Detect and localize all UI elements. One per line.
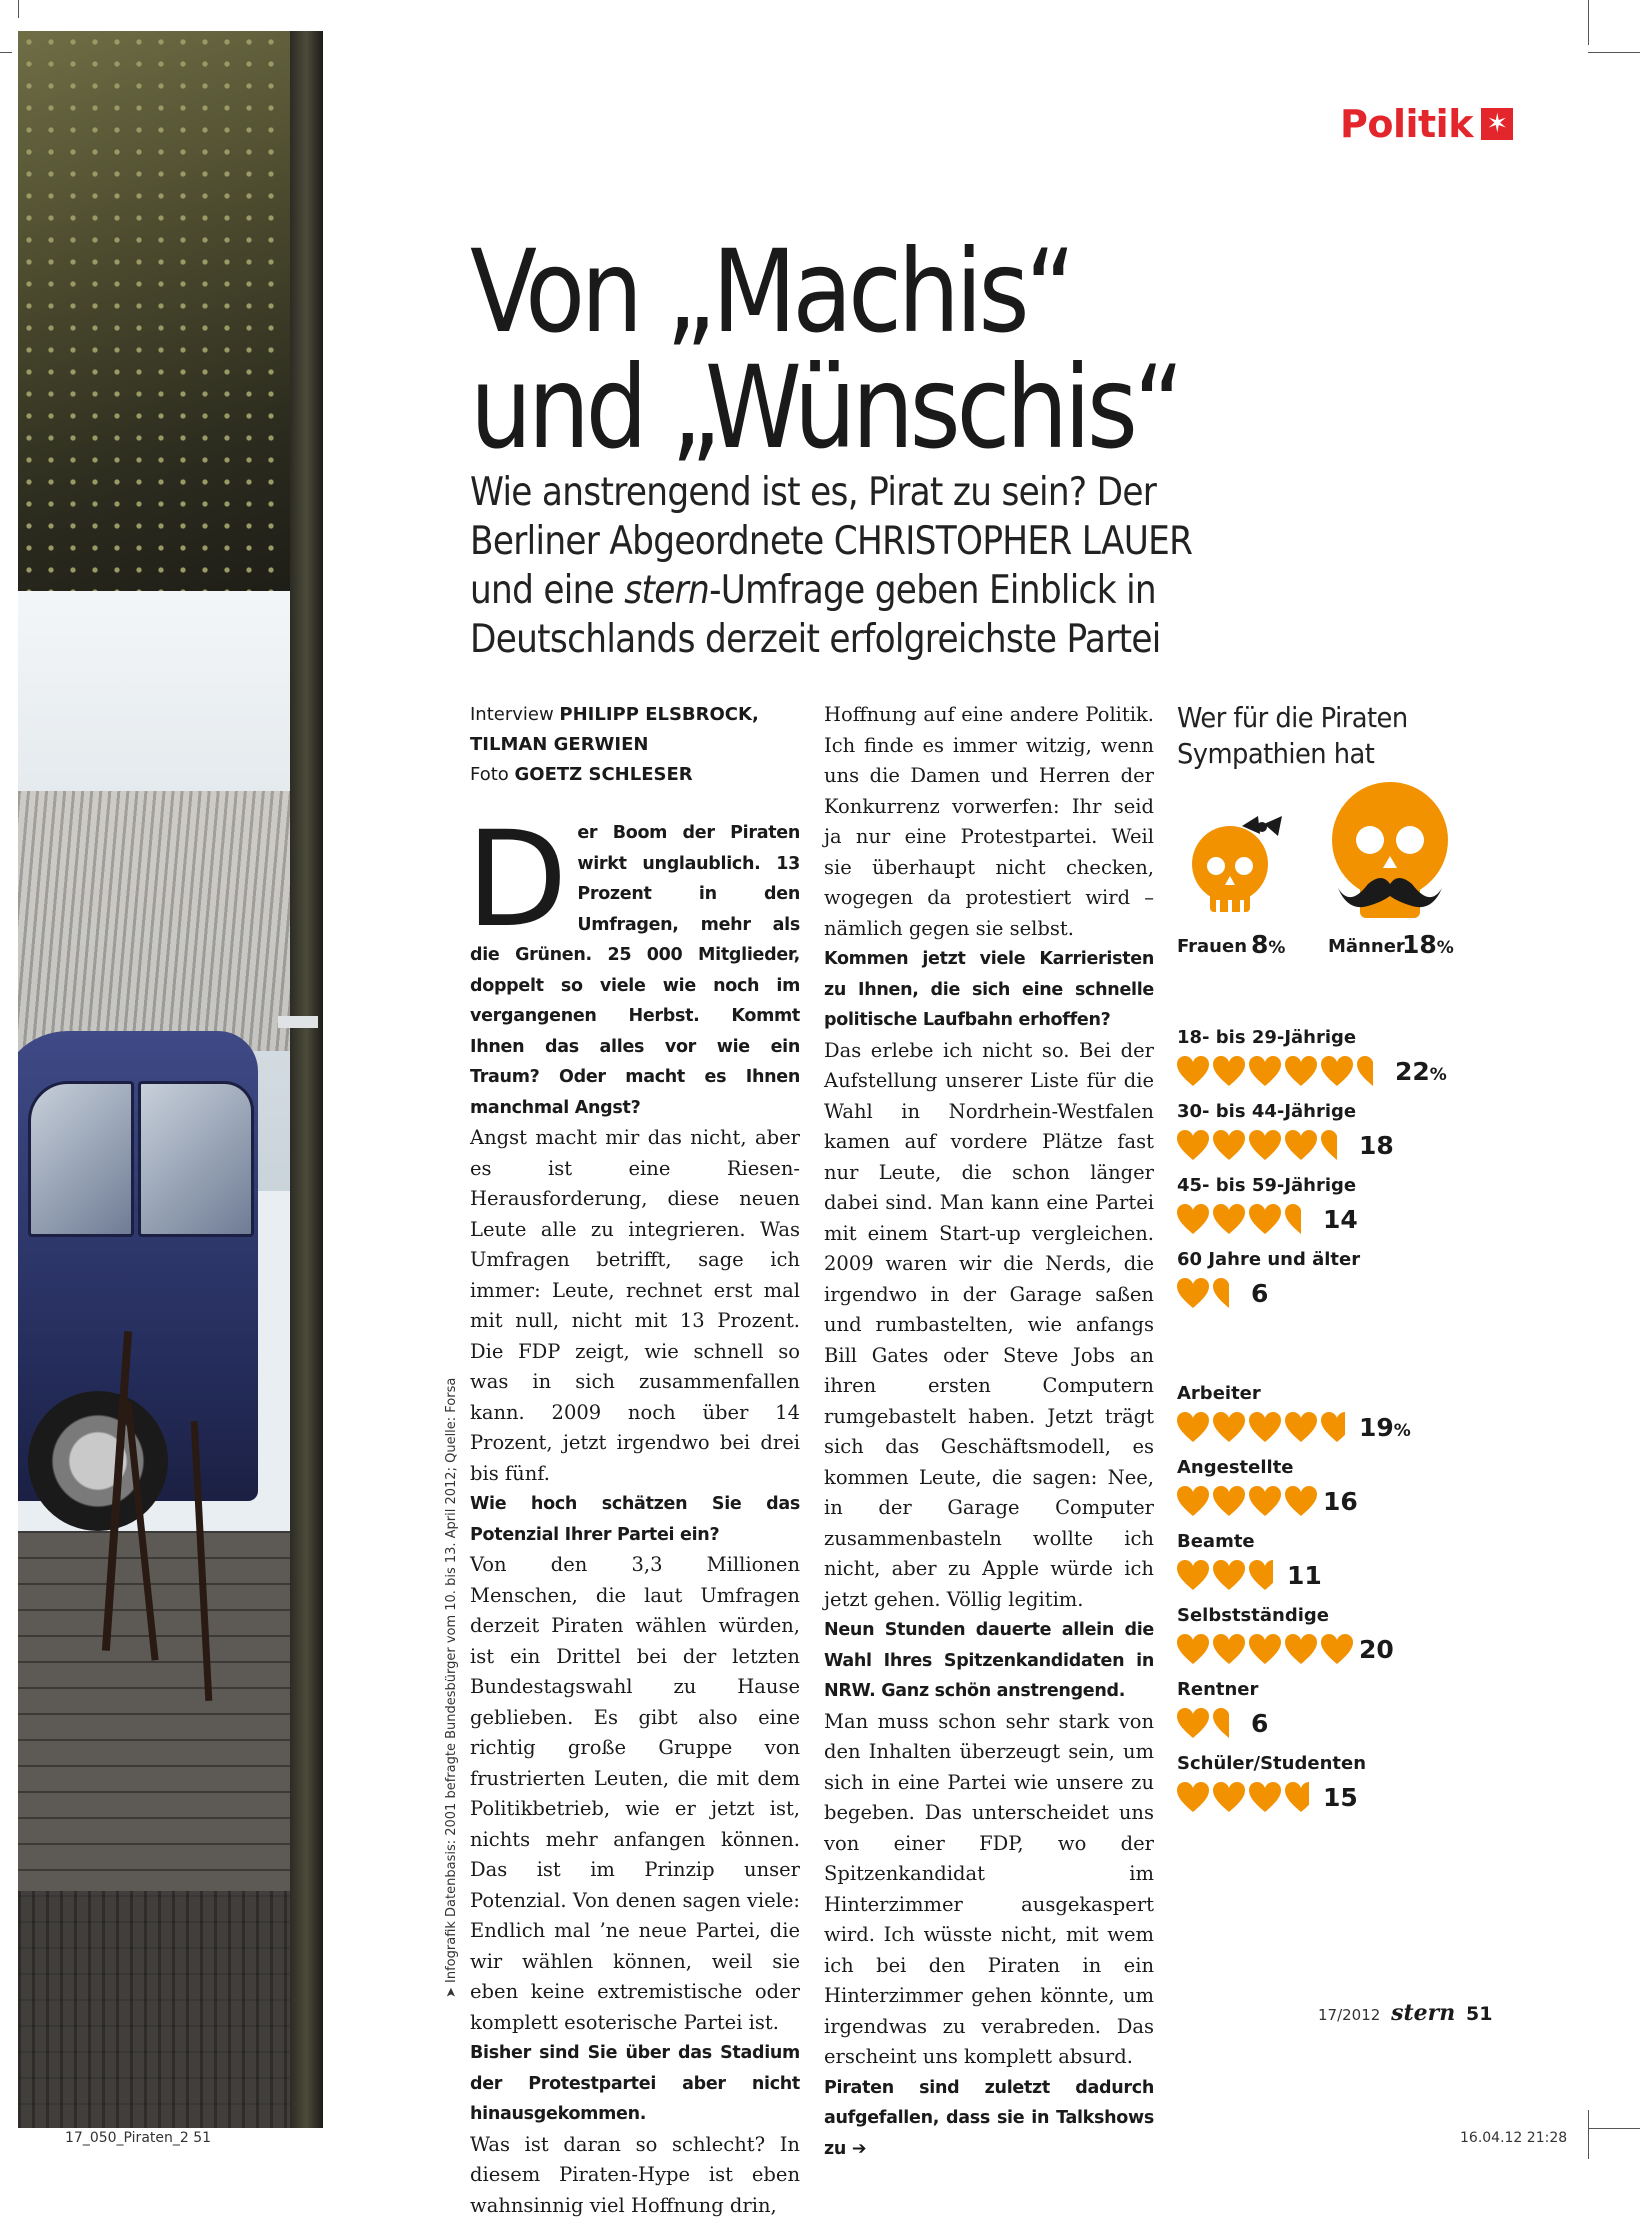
interview-question: Neun Stunden dauerte allein die Wahl Ihres Spitzenkandidaten in NRW. Ganz schön anstrengend. bbox=[824, 1615, 1154, 1707]
heart-icon bbox=[1213, 1056, 1245, 1086]
heart-bar bbox=[1177, 1410, 1361, 1442]
heart-icon bbox=[1249, 1634, 1281, 1664]
heart-icon bbox=[1249, 1130, 1281, 1160]
heart-icon bbox=[1177, 1056, 1209, 1086]
byline-interview-cont bbox=[470, 730, 800, 760]
dek-line: Wie anstrengend ist es, Pirat zu sein? Der bbox=[470, 468, 1262, 517]
source-text: ➤ Infografik Datenbasis: 2001 befragte Bundesbürger vom 10. bis 13. April 2012; Quelle: Forsa bbox=[444, 1378, 459, 1998]
stat-value bbox=[1359, 1635, 1394, 1664]
heart-icon bbox=[1177, 1486, 1209, 1516]
infographic-source bbox=[444, 1398, 472, 1998]
heart-bar bbox=[1177, 1558, 1289, 1590]
heart-partial-icon bbox=[1213, 1278, 1245, 1308]
stat-unit: % bbox=[1437, 938, 1454, 958]
stat-number: 18 bbox=[1359, 1131, 1394, 1160]
stat-unit: % bbox=[1430, 1065, 1447, 1085]
heart-icon bbox=[1249, 1204, 1281, 1234]
dek-line: Berliner Abgeordnete CHRISTOPHER LAUER bbox=[470, 517, 1262, 566]
interview-question: Kommen jetzt viele Karrieristen zu Ihnen, die sich eine schnelle politische Laufbahn erhoffen? bbox=[824, 944, 1154, 1036]
stat-number: 20 bbox=[1359, 1635, 1394, 1664]
stat-value bbox=[1251, 1279, 1268, 1308]
photo-street-sign bbox=[278, 1016, 318, 1028]
interview-answer: Von den 3,3 Millionen Menschen, die laut Umfragen derzeit Piraten wählen würden, ist ein Drittel bei der letzten Bundestagswahl zu Hause geblieben. Es gibt also eine richtig große Gruppe von frustrierten Leuten, die mit dem Politikbetrieb, wie er jetzt ist, nichts mehr anfangen können. Das ist im Prinzip unser Potenzial. Von denen sagen viele: Endlich mal ’ne neue Partei, die wir wählen können, weil sie eben keine extremistische oder komplett esoterische Partei ist. bbox=[470, 1550, 800, 2038]
occupation-label: Beamte bbox=[1177, 1531, 1255, 1552]
female-skull-icon bbox=[1180, 812, 1290, 922]
subheadline bbox=[470, 468, 1262, 664]
heart-icon bbox=[1213, 1560, 1245, 1590]
byline-photographer: GOETZ SCHLESER bbox=[515, 764, 693, 785]
stat-value bbox=[1359, 1131, 1394, 1160]
photo-cobblestones bbox=[18, 1891, 323, 2128]
heart-icon bbox=[1249, 1412, 1281, 1442]
dek-text: -Umfrage geben Einblick in bbox=[709, 568, 1156, 613]
heart-bar bbox=[1177, 1054, 1397, 1086]
infographic-title-line: Wer für die Piraten bbox=[1177, 700, 1408, 736]
page-footer bbox=[1318, 2000, 1492, 2026]
byline-interview bbox=[470, 700, 800, 730]
heart-bar bbox=[1177, 1484, 1325, 1516]
crop-mark bbox=[1588, 52, 1640, 53]
stat-value bbox=[1395, 1057, 1447, 1086]
heart-icon bbox=[1213, 1130, 1245, 1160]
question-text: er Boom der Piraten wirkt unglaublich. 13 Prozent in den Umfragen, mehr als die Grünen. 25 000 Mitglieder, doppelt so viele wie noch im vergangenen Herbst. Kommt Ihnen das alles vor wie ein Traum? Oder macht es Ihnen manchmal Angst? bbox=[470, 823, 800, 1118]
stat-value bbox=[1323, 1783, 1358, 1812]
section-label-text: Politik bbox=[1340, 102, 1473, 146]
occupation-label: Arbeiter bbox=[1177, 1383, 1261, 1404]
stat-unit: % bbox=[1394, 1421, 1411, 1441]
dek-line bbox=[470, 566, 1262, 615]
photo-bridge-truss bbox=[18, 31, 323, 591]
heart-icon bbox=[1321, 1056, 1353, 1086]
heart-icon bbox=[1285, 1056, 1317, 1086]
photo-van-window bbox=[138, 1081, 254, 1237]
article-column-1 bbox=[470, 818, 800, 2221]
heart-icon bbox=[1177, 1782, 1209, 1812]
photo-pillar bbox=[290, 31, 323, 2128]
heart-icon bbox=[1177, 1204, 1209, 1234]
stat-value bbox=[1359, 1413, 1411, 1442]
interview-question: Wie hoch schätzen Sie das Potenzial Ihrer Partei ein? bbox=[470, 1489, 800, 1550]
stat-number: 19 bbox=[1359, 1413, 1394, 1442]
dek-magazine-name: stern bbox=[624, 568, 709, 613]
stat-number: 6 bbox=[1251, 1709, 1268, 1738]
interview-answer: Man muss schon sehr stark von den Inhalten überzeugt sein, um sich in eine Partei wie unsere zu begeben. Das unterscheidet uns von einer FDP, wo der Spitzenkandidat im Hinterzimmer ausgekaspert wird. Ich wüsste nicht, mit wem ich bei den Piraten in ein Hinterzimmer gehen könnte, um irgendwas zu verabreden. Das erscheint uns komplett absurd. bbox=[824, 1707, 1154, 2073]
stat-value bbox=[1323, 1487, 1358, 1516]
stat-number: 22 bbox=[1395, 1057, 1430, 1086]
heart-partial-icon bbox=[1213, 1708, 1245, 1738]
stat-unit: % bbox=[1268, 938, 1285, 958]
byline-author: TILMAN GERWIEN bbox=[470, 734, 648, 755]
heart-icon bbox=[1249, 1782, 1281, 1812]
section-label bbox=[1340, 102, 1513, 146]
crop-mark bbox=[18, 0, 19, 18]
byline bbox=[470, 700, 800, 790]
age-group-label: 60 Jahre und älter bbox=[1177, 1249, 1360, 1270]
heart-icon bbox=[1285, 1130, 1317, 1160]
stat-number: 18 bbox=[1402, 930, 1437, 959]
occupation-label: Angestellte bbox=[1177, 1457, 1294, 1478]
heart-partial-icon bbox=[1321, 1130, 1353, 1160]
byline-photo bbox=[470, 760, 800, 790]
occupation-label: Selbstständige bbox=[1177, 1605, 1329, 1626]
male-skull-icon bbox=[1320, 778, 1460, 928]
age-group-label: 30- bis 44-Jährige bbox=[1177, 1101, 1356, 1122]
crop-mark bbox=[1588, 0, 1589, 45]
occupation-label: Rentner bbox=[1177, 1679, 1258, 1700]
heart-bar bbox=[1177, 1276, 1253, 1308]
heart-bar bbox=[1177, 1128, 1361, 1160]
print-slug-left: 17_050_Piraten_2 51 bbox=[65, 2130, 211, 2146]
infographic-title-line: Sympathien hat bbox=[1177, 736, 1408, 772]
heart-partial-icon bbox=[1357, 1056, 1389, 1086]
magazine-logo: stern bbox=[1391, 2000, 1455, 2026]
interview-question: Bisher sind Sie über das Stadium der Protestpartei aber nicht hinausgekommen. bbox=[470, 2038, 800, 2130]
interview-answer: Angst macht mir das nicht, aber es ist eine Riesen-Herausforderung, diese neuen Leute alle zu integrieren. Was Umfragen betrifft, sage ich immer: Leute, rechnet erst mal mit null, nicht mit 13 Prozent. Die FDP zeigt, wie schnell so was in sich zusammenfallen kann. 2009 noch über 14 Prozent, jetzt irgendwo bei drei bis fünf. bbox=[470, 1123, 800, 1489]
heart-icon bbox=[1213, 1486, 1245, 1516]
stat-number: 11 bbox=[1287, 1561, 1322, 1590]
dek-text: und eine bbox=[470, 568, 624, 613]
crop-mark bbox=[0, 52, 12, 53]
heart-icon bbox=[1177, 1634, 1209, 1664]
interview-answer: Das erlebe ich nicht so. Bei der Aufstellung unserer Liste für die Wahl in Nordrhein-Westfalen kamen auf vordere Plätze fast nur Leute, die schon länger dabei sind. Man kann eine Partei mit einem Start-up vergleichen. 2009 waren wir die Nerds, die irgendwo in der Garage saßen und rumbastelten, wie anfangs Bill Gates oder Steve Jobs an ihren ersten Computern rumgebastelt haben. Jetzt trägt sich das Geschäftsmodell, es kommen Leute, die sagen: Nee, in der Garage Computer zusammenbasteln wollte ich nicht, aber zu Apple würde ich jetzt gehen. Völlig legitim. bbox=[824, 1036, 1154, 1616]
interview-question: Piraten sind zuletzt dadurch aufgefallen, dass sie in Talkshows zu ➔ bbox=[824, 2073, 1154, 2165]
heart-icon bbox=[1177, 1560, 1209, 1590]
heart-icon bbox=[1213, 1204, 1245, 1234]
article-photo bbox=[18, 31, 323, 2128]
dek-line: Deutschlands derzeit erfolgreichste Partei bbox=[470, 615, 1262, 664]
infographic-title bbox=[1177, 700, 1408, 772]
interview-answer: Was ist daran so schlecht? In diesem Piraten-Hype ist eben wahnsinnig viel Hoffnung drin, bbox=[470, 2130, 800, 2221]
heart-bar bbox=[1177, 1202, 1325, 1234]
stat-value bbox=[1402, 930, 1454, 959]
heart-partial-icon bbox=[1321, 1412, 1353, 1442]
heart-icon bbox=[1285, 1634, 1317, 1664]
article-column-2 bbox=[824, 700, 1154, 2164]
heart-icon bbox=[1249, 1056, 1281, 1086]
photo-van-window bbox=[28, 1081, 134, 1237]
headline-line: Von „Machis“ bbox=[470, 234, 1330, 350]
heart-icon bbox=[1249, 1486, 1281, 1516]
stat-value bbox=[1287, 1561, 1322, 1590]
heart-icon bbox=[1177, 1130, 1209, 1160]
stat-number: 8 bbox=[1251, 930, 1268, 959]
gender-label: Frauen bbox=[1177, 936, 1247, 957]
issue-number: 17/2012 bbox=[1318, 2006, 1380, 2024]
crop-mark bbox=[1588, 2110, 1589, 2159]
interview-question bbox=[470, 818, 800, 1123]
heart-bar bbox=[1177, 1780, 1325, 1812]
heart-icon bbox=[1177, 1412, 1209, 1442]
heart-bar bbox=[1177, 1706, 1253, 1738]
heart-icon bbox=[1321, 1634, 1353, 1664]
heart-icon bbox=[1213, 1634, 1245, 1664]
byline-label: Interview bbox=[470, 704, 559, 725]
stat-number: 6 bbox=[1251, 1279, 1268, 1308]
photo-trees bbox=[18, 791, 323, 1051]
heart-icon bbox=[1213, 1412, 1245, 1442]
heart-partial-icon bbox=[1285, 1204, 1317, 1234]
heart-icon bbox=[1177, 1278, 1209, 1308]
byline-author: PHILIPP ELSBROCK, bbox=[559, 704, 758, 725]
headline-line: und „Wünschis“ bbox=[470, 350, 1330, 466]
stat-number: 15 bbox=[1323, 1783, 1358, 1812]
byline-label: Foto bbox=[470, 764, 515, 785]
heart-icon bbox=[1285, 1486, 1317, 1516]
print-slug-right: 16.04.12 21:28 bbox=[1460, 2130, 1567, 2146]
heart-icon bbox=[1285, 1412, 1317, 1442]
stat-number: 16 bbox=[1323, 1487, 1358, 1516]
age-group-label: 45- bis 59-Jährige bbox=[1177, 1175, 1356, 1196]
age-group-label: 18- bis 29-Jährige bbox=[1177, 1027, 1356, 1048]
stat-value bbox=[1323, 1205, 1358, 1234]
heart-partial-icon bbox=[1249, 1560, 1281, 1590]
page-number: 51 bbox=[1466, 2003, 1492, 2025]
heart-partial-icon bbox=[1285, 1782, 1317, 1812]
interview-answer-continued: Hoffnung auf eine andere Politik. Ich finde es immer witzig, wenn uns die Damen und Herren der Konkurrenz vorwerfen: Ihr seid ja nur eine Protestpartei. Weil sie überhaupt nicht checken, wogegen da protestiert wird – nämlich gegen sie selbst. bbox=[824, 700, 1154, 944]
heart-icon bbox=[1177, 1708, 1209, 1738]
page-title bbox=[470, 234, 1330, 466]
gender-label: Männer bbox=[1328, 936, 1405, 957]
stat-value bbox=[1251, 1709, 1268, 1738]
stern-star-icon: ✶ bbox=[1481, 108, 1513, 140]
heart-icon bbox=[1213, 1782, 1245, 1812]
stat-number: 14 bbox=[1323, 1205, 1358, 1234]
crop-mark bbox=[1588, 2128, 1640, 2129]
heart-bar bbox=[1177, 1632, 1361, 1664]
photo-van-wheel bbox=[28, 1391, 168, 1531]
drop-cap: D bbox=[466, 824, 567, 936]
stat-value bbox=[1251, 930, 1285, 959]
occupation-label: Schüler/Studenten bbox=[1177, 1753, 1366, 1774]
